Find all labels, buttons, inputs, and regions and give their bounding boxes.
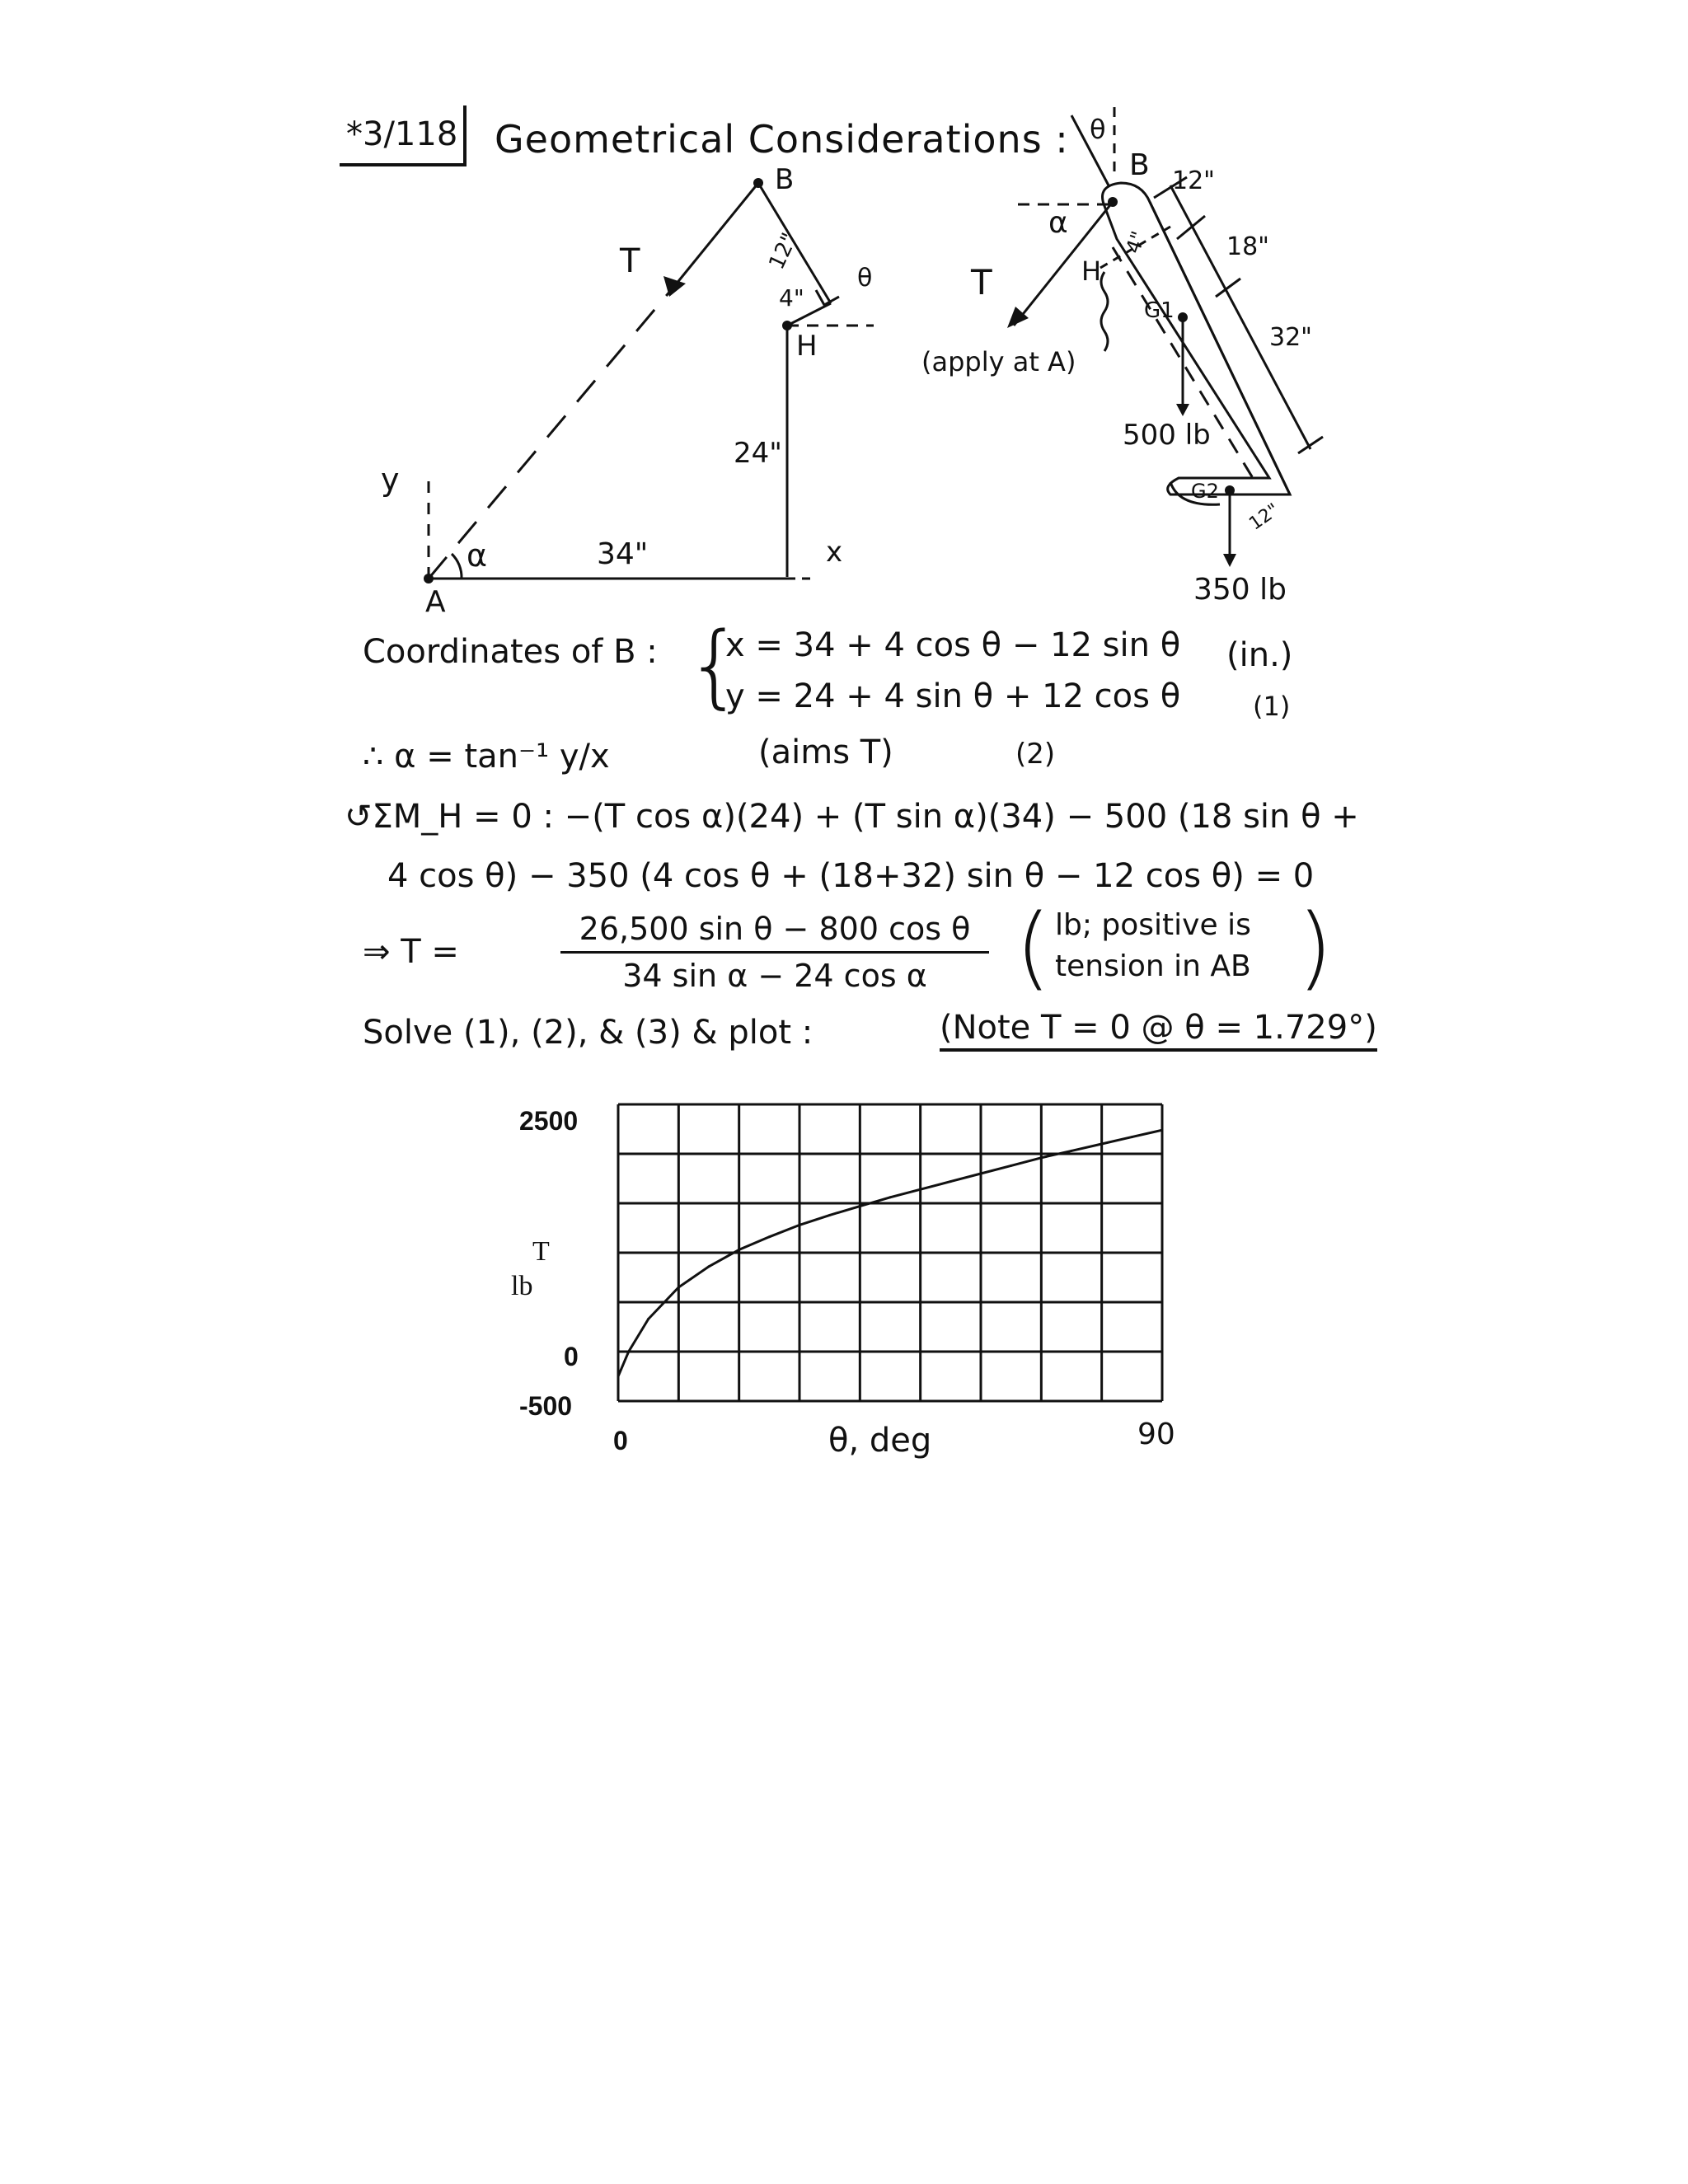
label-dim-12-left: 12" (764, 229, 803, 274)
g2-dot (1225, 485, 1235, 495)
label-b-left: B (775, 163, 795, 196)
label-g1: G1 (1144, 298, 1175, 323)
data-point-8 (828, 1214, 831, 1216)
data-point-9 (859, 1205, 861, 1207)
data-point-1 (627, 1351, 630, 1353)
right-fbd-figure (0, 0, 1688, 643)
label-y-axis: y (381, 462, 400, 498)
label-alpha-right: α (1048, 206, 1068, 240)
eq2-number: (2) (1015, 738, 1056, 771)
label-dim-32: 32" (1269, 323, 1312, 352)
t-numerator: 26,500 sin θ − 800 cos θ (560, 907, 989, 954)
x-axis-label: θ, deg (828, 1422, 932, 1460)
x-equation: x = 34 + 4 cos θ − 12 sin θ (725, 626, 1181, 664)
solve-line: Solve (1), (2), & (3) & plot : (363, 1014, 814, 1052)
support-wavy (1101, 272, 1108, 351)
data-point-4 (708, 1265, 710, 1268)
label-tension-right: T (971, 262, 992, 302)
label-dim-4-right: 4" (1121, 227, 1151, 257)
load-500-arrowhead (1176, 404, 1189, 416)
data-point-7 (799, 1224, 801, 1226)
brace: { (686, 612, 743, 718)
alpha-equation: ∴ α = tan⁻¹ y/x (363, 738, 610, 776)
x-tick-label-right: 90 (1137, 1418, 1175, 1451)
t-note-line-1: lb; positive is (1055, 908, 1251, 942)
aims-note: (aims T) (758, 733, 893, 771)
units-in: (in.) (1226, 636, 1293, 674)
label-a-left: A (425, 585, 446, 619)
coords-label: Coordinates of B : (363, 633, 658, 671)
moment-line-1: ↺ΣM_H = 0 : −(T cos α)(24) + (T sin α)(34) − 500 (18 sin θ + (345, 798, 1359, 836)
moment-line-2: 4 cos θ) − 350 (4 cos θ + (18+32) sin θ − 12 cos θ) = 0 (387, 857, 1315, 895)
data-point-6 (768, 1235, 771, 1238)
data-point-17 (1100, 1143, 1103, 1146)
label-dim-4-left: 4" (779, 284, 804, 312)
label-h-left: H (796, 330, 818, 363)
t-prefix: ⇒ T = (363, 933, 459, 971)
page-title: Geometrical Considerations : (495, 117, 1069, 162)
y-equation: y = 24 + 4 sin θ + 12 cos θ (725, 677, 1181, 715)
label-theta-right: θ (1090, 114, 1106, 145)
data-point-13 (980, 1173, 982, 1175)
data-point-5 (738, 1249, 740, 1251)
eq1-number: (1) (1253, 691, 1291, 722)
label-dim-34: 34" (597, 537, 649, 571)
label-b-right: B (1129, 148, 1150, 182)
data-point-12 (950, 1180, 952, 1183)
y-tick-label-top: 2500 (519, 1106, 579, 1136)
data-point-18 (1131, 1136, 1133, 1138)
data-point-2 (647, 1318, 649, 1320)
dim-tick-2 (1177, 216, 1205, 239)
y-tick-label-zero: 0 (564, 1342, 579, 1371)
label-g2: G2 (1191, 480, 1219, 503)
point-b-dot-right (1108, 197, 1118, 207)
label-dim-18: 18" (1226, 232, 1269, 261)
data-point-19 (1161, 1129, 1164, 1132)
apply-note: (apply at A) (921, 346, 1076, 377)
label-dim-12-bottom: 12" (1245, 499, 1283, 535)
y-axis-label-line-2: lb (511, 1271, 533, 1301)
t-fraction (560, 907, 989, 998)
data-point-16 (1071, 1150, 1073, 1152)
data-point-0 (617, 1376, 620, 1378)
note-line: (Note T = 0 @ θ = 1.729°) (940, 1009, 1377, 1052)
label-alpha-left: α (467, 537, 488, 574)
label-tension-left: T (620, 242, 640, 280)
label-load-500: 500 lb (1123, 419, 1211, 452)
data-point-14 (1010, 1165, 1012, 1167)
paren-right: ) (1297, 894, 1333, 1000)
x-tick-label-left: 0 (613, 1426, 628, 1455)
data-point-10 (889, 1196, 892, 1198)
g1-dot (1178, 312, 1188, 322)
problem-number: *3/118 (346, 115, 458, 153)
label-theta-left: θ (857, 264, 873, 293)
label-load-350: 350 lb (1193, 573, 1287, 607)
load-350-arrowhead (1223, 554, 1236, 567)
t-note-line-2: tension in AB (1055, 949, 1251, 983)
data-point-3 (678, 1286, 680, 1289)
label-dim-24: 24" (734, 437, 782, 470)
t-denominator: 34 sin α − 24 cos α (622, 958, 927, 994)
label-x-axis: x (826, 536, 843, 569)
y-tick-label-bottom: -500 (519, 1391, 573, 1421)
data-point-11 (919, 1188, 921, 1191)
y-axis-label-line-1: T (532, 1236, 550, 1267)
dim-tick-4 (1298, 437, 1323, 453)
data-point-15 (1040, 1156, 1043, 1159)
paren-left: ( (1015, 894, 1051, 1000)
dimension-line (1170, 185, 1311, 449)
label-dim-12-top: 12" (1172, 166, 1215, 195)
label-h-right: H (1081, 255, 1102, 287)
